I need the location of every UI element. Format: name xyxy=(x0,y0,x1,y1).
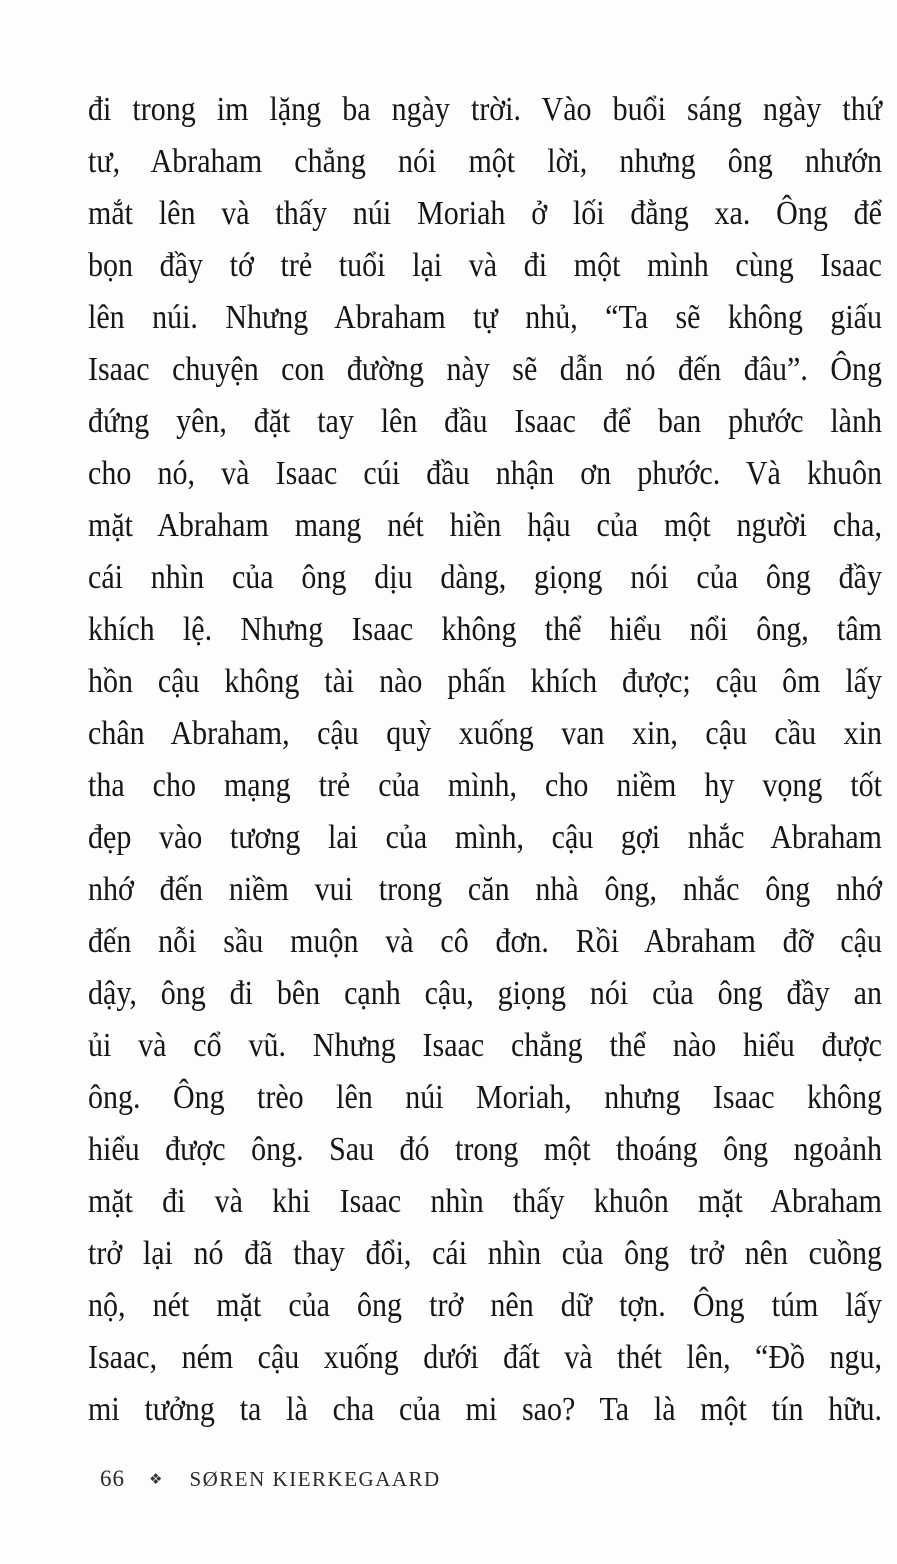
text-line: hồn cậu không tài nào phấn khích được; cậu ôm lấy xyxy=(88,662,882,700)
text-line: Isaac chuyện con đường này sẽ dẫn nó đến đâu”. Ông xyxy=(88,350,882,388)
text-line: lên núi. Nhưng Abraham tự nhủ, “Ta sẽ không giấu xyxy=(88,298,882,336)
text-line: cho nó, và Isaac cúi đầu nhận ơn phước. Và khuôn xyxy=(88,454,882,492)
text-line: mắt lên và thấy núi Moriah ở lối đằng xa. Ông để xyxy=(88,194,882,232)
text-line: cái nhìn của ông dịu dàng, giọng nói của ông đầy xyxy=(88,558,882,596)
text-line: chân Abraham, cậu quỳ xuống van xin, cậu cầu xin xyxy=(88,714,882,752)
text-line: hiểu được ông. Sau đó trong một thoáng ông ngoảnh xyxy=(88,1130,882,1168)
text-line: tha cho mạng trẻ của mình, cho niềm hy vọng tốt xyxy=(88,766,882,804)
text-line: đứng yên, đặt tay lên đầu Isaac để ban phước lành xyxy=(88,402,882,440)
diamond-separator-icon: ❖ xyxy=(149,1470,163,1488)
text-line: đẹp vào tương lai của mình, cậu gợi nhắc Abraham xyxy=(88,818,882,856)
text-line: khích lệ. Nhưng Isaac không thể hiểu nổi ông, tâm xyxy=(88,610,882,648)
text-line: bọn đầy tớ trẻ tuổi lại và đi một mình cùng Isaac xyxy=(88,246,882,284)
running-title: SØREN KIERKEGAARD xyxy=(189,1466,441,1491)
text-line: Isaac, ném cậu xuống dưới đất và thét lên, “Đồ ngu, xyxy=(88,1338,882,1376)
page-footer xyxy=(100,1462,441,1496)
text-line: nhớ đến niềm vui trong căn nhà ông, nhắc ông nhớ xyxy=(88,870,882,908)
text-line: đến nỗi sầu muộn và cô đơn. Rồi Abraham đỡ cậu xyxy=(88,922,882,960)
text-line: dậy, ông đi bên cạnh cậu, giọng nói của ông đầy an xyxy=(88,974,882,1012)
text-line: đi trong im lặng ba ngày trời. Vào buổi sáng ngày thứ xyxy=(88,90,882,128)
page-number: 66 xyxy=(100,1466,125,1491)
text-line: mặt đi và khi Isaac nhìn thấy khuôn mặt Abraham xyxy=(88,1182,882,1220)
body-text xyxy=(88,84,882,1436)
text-line: trở lại nó đã thay đổi, cái nhìn của ông trở nên cuồng xyxy=(88,1234,882,1272)
text-line: nộ, nét mặt của ông trở nên dữ tợn. Ông túm lấy xyxy=(88,1286,882,1324)
text-line: mặt Abraham mang nét hiền hậu của một người cha, xyxy=(88,506,882,544)
text-line: mi tưởng ta là cha của mi sao? Ta là một tín hữu. xyxy=(88,1390,882,1428)
text-line: tư, Abraham chẳng nói một lời, nhưng ông nhướn xyxy=(88,142,882,180)
text-line: ông. Ông trèo lên núi Moriah, nhưng Isaac không xyxy=(88,1078,882,1116)
text-line: ủi và cổ vũ. Nhưng Isaac chẳng thể nào hiểu được xyxy=(88,1026,882,1064)
